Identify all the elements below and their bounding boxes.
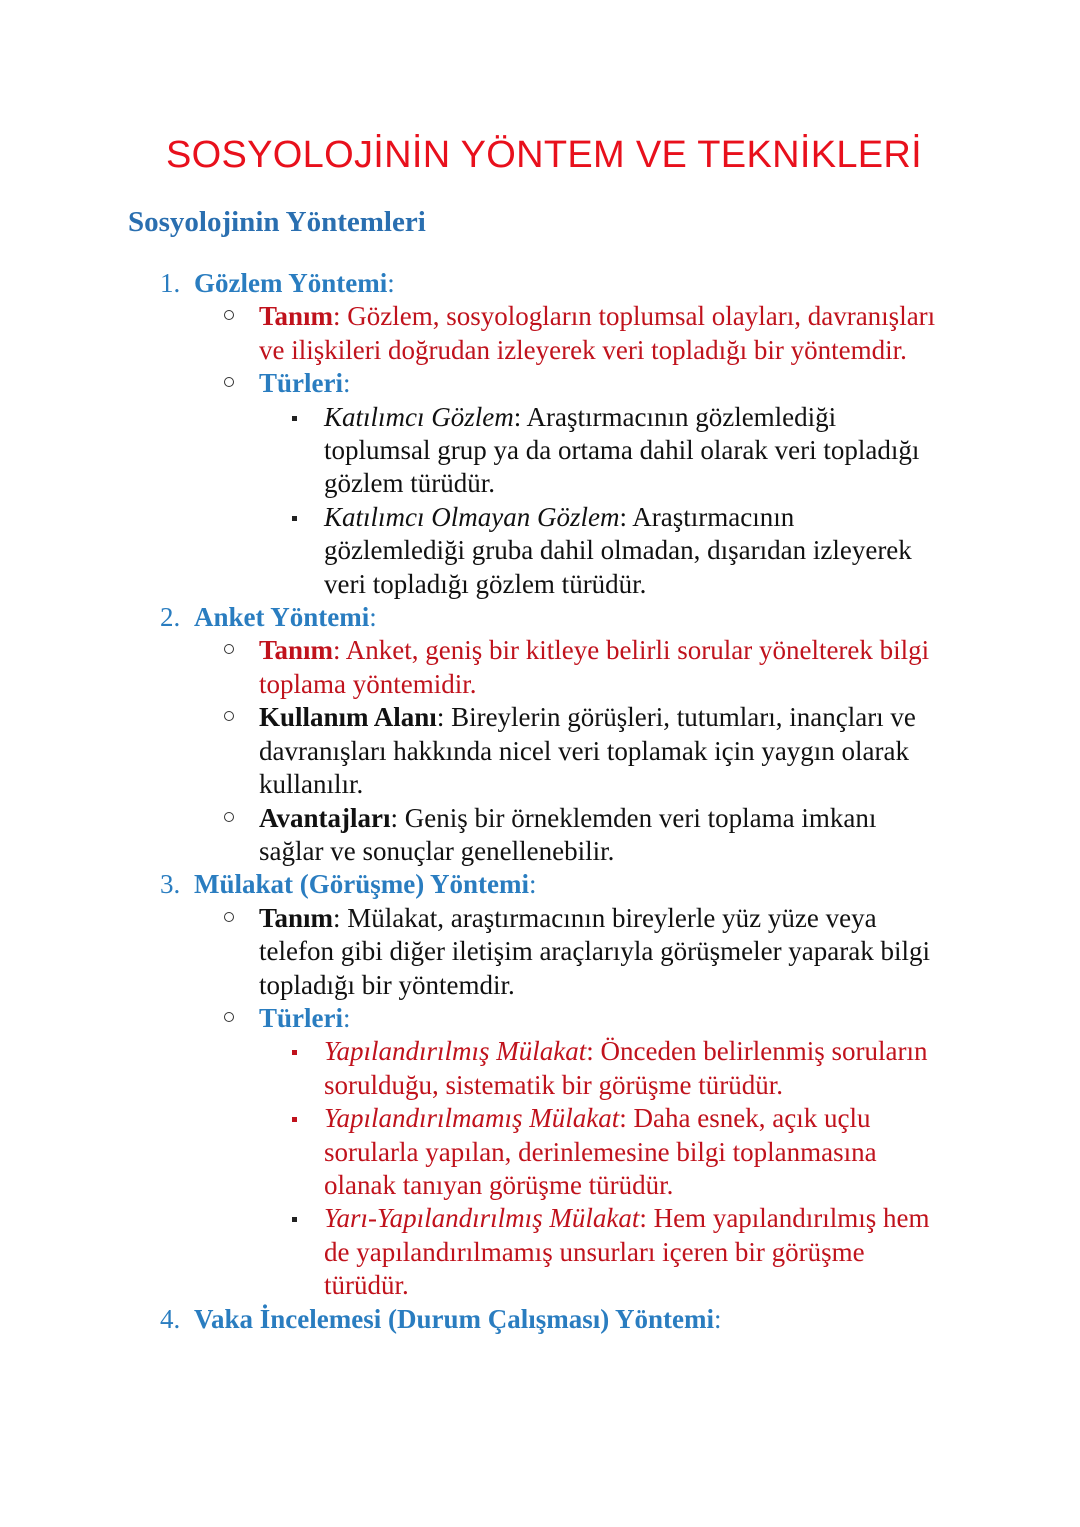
methods-list — [0, 267, 1080, 1336]
circle-bullet-icon — [224, 912, 234, 922]
usage-label: Kullanım Alanı — [259, 702, 437, 733]
type-name: Yarı-Yapılandırılmış Mülakat — [324, 1203, 640, 1234]
square-bullet-icon — [292, 1117, 297, 1122]
circle-bullet-icon — [224, 812, 234, 822]
square-bullet-icon — [292, 416, 297, 421]
type-text: : Daha esnek, açık uçlu sorularla yapılan, derinlemesine bilgi toplanmasına olanak tanıyan görüşme türüdür. — [324, 1103, 877, 1200]
square-bullet-icon — [292, 1217, 297, 1222]
type-text: : Hem yapılandırılmış hem de yapılandırılmamış unsurları içeren bir görüşme türüdür. — [324, 1203, 930, 1301]
types-item: Türleri: — [0, 367, 1080, 400]
method-item: 2. Anket Yöntemi: — [0, 601, 1080, 634]
square-bullet-icon — [292, 516, 297, 521]
definition-label: Tanım — [259, 902, 334, 933]
type-item — [0, 1202, 1080, 1302]
circle-bullet-icon — [224, 644, 234, 654]
circle-bullet-icon — [224, 377, 234, 387]
type-name: Yapılandırılmış Mülakat — [324, 1036, 587, 1067]
definition-item — [0, 902, 1080, 1002]
advantages-item — [0, 802, 1080, 869]
method-number: 1. — [160, 268, 181, 298]
type-item — [0, 501, 1080, 601]
method-name: Anket Yöntemi — [194, 602, 370, 633]
section-heading: Sosyolojinin Yöntemleri — [128, 206, 426, 238]
method-number: 4. — [160, 1303, 181, 1334]
type-name: Yapılandırılmamış Mülakat — [324, 1103, 620, 1134]
page-title: SOSYOLOJİNİN YÖNTEM VE TEKNİKLERİ — [166, 134, 923, 176]
type-item — [0, 1035, 1080, 1102]
method-item: 4. Vaka İncelemesi (Durum Çalışması) Yöntemi: — [0, 1303, 1080, 1336]
method-number: 3. — [160, 869, 181, 900]
type-name: Katılımcı Olmayan Gözlem — [324, 501, 620, 532]
method-item: 3. Mülakat (Görüşme) Yöntemi: — [0, 868, 1080, 901]
method-name: Gözlem Yöntemi — [194, 268, 388, 298]
types-label: Türleri — [259, 368, 343, 399]
method-number: 2. — [160, 602, 181, 633]
type-item — [0, 1102, 1080, 1202]
method-name: Vaka İncelemesi (Durum Çalışması) Yöntemi — [194, 1303, 714, 1334]
square-bullet-icon — [292, 1050, 297, 1055]
circle-bullet-icon — [224, 310, 234, 320]
definition-text: : Mülakat, araştırmacının bireylerle yüz yüze veya telefon gibi diğer iletişim araçlarıyla görüşmeler yaparak bilgi topladığı bir yöntemdir. — [259, 902, 931, 1000]
definition-item — [0, 300, 1080, 367]
method-name: Mülakat (Görüşme) Yöntemi — [194, 869, 529, 900]
circle-bullet-icon — [224, 1012, 234, 1022]
type-item — [0, 401, 1080, 501]
type-text: : Araştırmacının gözlemlediği gruba dahil olmadan, dışarıdan izleyerek veri topladığı gözlem türüdür. — [324, 501, 912, 599]
advantages-label: Avantajları — [259, 802, 391, 833]
advantages-text: : Geniş bir örneklemden veri toplama imkanı sağlar ve sonuçlar genellenebilir. — [259, 802, 877, 866]
usage-item — [0, 701, 1080, 801]
usage-text: : Bireylerin görüşleri, tutumları, inançları ve davranışları hakkında nicel veri toplamak için yaygın olarak kullanılır. — [259, 702, 916, 800]
type-text: : Önceden belirlenmiş soruların sorulduğu, sistematik bir görüşme türüdür. — [324, 1036, 928, 1100]
types-label: Türleri — [259, 1002, 343, 1033]
definition-text: : Gözlem, sosyologların toplumsal olayları, davranışları ve ilişkileri doğrudan izleyerek veri topladığı bir yöntemdir. — [259, 301, 936, 365]
definition-label: Tanım — [259, 635, 334, 666]
circle-bullet-icon — [224, 711, 234, 721]
definition-item — [0, 634, 1080, 701]
method-item: 1. Gözlem Yöntemi: — [0, 267, 1080, 300]
definition-label: Tanım — [259, 301, 334, 332]
definition-text: : Anket, geniş bir kitleye belirli sorular yönelterek bilgi toplama yöntemidir. — [259, 635, 930, 699]
type-text: : Araştırmacının gözlemlediği toplumsal grup ya da ortama dahil olarak veri topladığı gözlem türüdür. — [324, 401, 920, 499]
types-item: Türleri: — [0, 1002, 1080, 1035]
type-name: Katılımcı Gözlem — [324, 401, 514, 432]
